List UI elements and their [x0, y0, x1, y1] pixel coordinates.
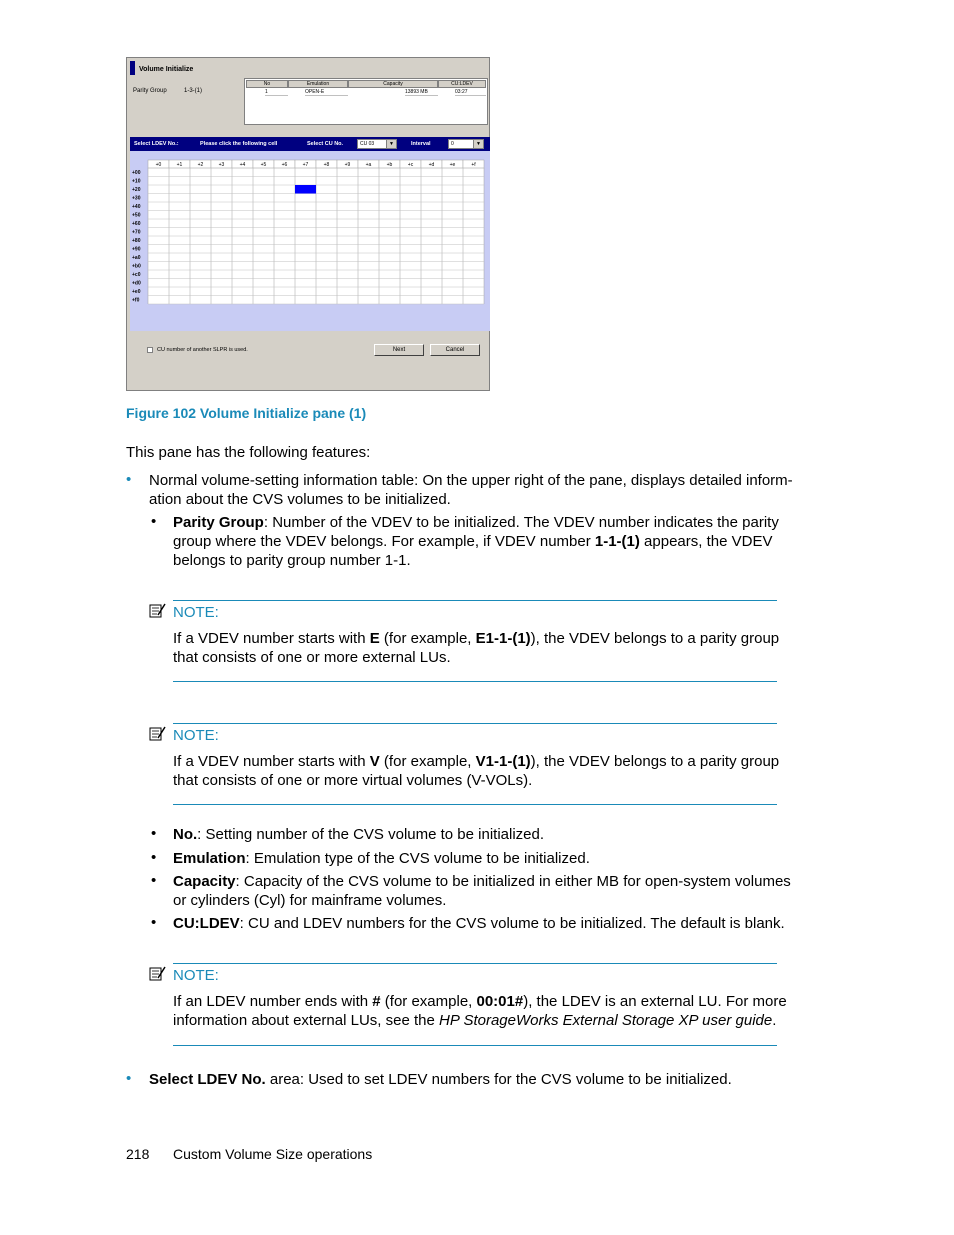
parity-group-label: Parity Group [133, 88, 167, 94]
note-rule-top [173, 723, 777, 724]
grid-row-header: +00 [132, 170, 141, 176]
select-ldev-label: Select LDEV No.: [134, 141, 179, 147]
grid-col-header: +1 [176, 162, 183, 168]
note2-line2: that consists of one or more virtual volumes (V-VOLs). [173, 772, 533, 789]
text: V [369, 753, 380, 770]
note-rule-bottom [173, 681, 777, 682]
note-label: NOTE: [173, 967, 219, 984]
bullet-marker: • [151, 914, 157, 931]
desc: : CU and LDEV numbers for the CVS volume to be initialized. The default is blank. [239, 915, 785, 932]
culdev-item [173, 914, 785, 933]
cu-select[interactable] [357, 139, 397, 149]
text: group where the VDEV belongs. For example, if VDEV number [173, 533, 595, 550]
text: (for example, [379, 753, 476, 770]
footer-section: Custom Volume Size operations [173, 1146, 373, 1162]
grid-col-header: +5 [260, 162, 267, 168]
text: ), the VDEV belongs to a parity group [530, 630, 780, 647]
note-rule-bottom [173, 1045, 777, 1046]
desc: : Setting number of the CVS volume to be initialized. [197, 826, 545, 843]
figure-caption: Figure 102 Volume Initialize pane (1) [126, 405, 367, 421]
text: E [369, 630, 380, 647]
table-cell-capacity: 13893 MB [405, 89, 438, 96]
text: ), the VDEV belongs to a parity group [530, 753, 780, 770]
chevron-down-icon[interactable]: ▼ [386, 140, 396, 148]
note-label: NOTE: [173, 727, 219, 744]
slpr-checkbox[interactable] [147, 347, 153, 353]
grid-row-header: +10 [132, 178, 141, 185]
window-title: Volume Initialize [139, 66, 194, 73]
text: 1-1-(1) [594, 533, 640, 550]
note-icon [149, 966, 166, 981]
desc: : Emulation type of the CVS volume to be initialized. [245, 850, 590, 867]
desc: area: Used to set LDEV numbers for the CVS volume to be initialized. [265, 1071, 732, 1088]
interval-label: Interval [411, 141, 431, 147]
grid-row-header: +f0 [132, 297, 140, 304]
capacity-item [173, 872, 791, 891]
grid-col-header: +3 [218, 162, 225, 168]
next-button[interactable]: Next [374, 344, 424, 356]
term: CU:LDEV [173, 915, 240, 932]
text: (for example, [380, 993, 477, 1010]
text: appears, the VDEV [639, 533, 773, 550]
note-icon [149, 603, 166, 618]
interval-select[interactable] [448, 139, 484, 149]
table-cell-emulation: OPEN-E [305, 89, 348, 96]
parity-group-line1 [173, 513, 779, 532]
note3-line1 [173, 992, 787, 1011]
volume-info-table [244, 78, 488, 125]
grid-col-header: +d [428, 162, 435, 168]
note2-line1 [173, 752, 779, 771]
text: # [372, 993, 381, 1010]
grid-col-header: +b [386, 162, 393, 168]
note-rule-top [173, 600, 777, 601]
grid-row-header: +d0 [132, 280, 141, 287]
cu-select-value: CU 03 [360, 141, 375, 147]
col-header-capacity: Capacity [348, 80, 438, 88]
grid-col-header: +7 [302, 162, 309, 168]
grid-col-header: +2 [197, 162, 204, 168]
text: (for example, [379, 630, 476, 647]
capacity-item-line2: or cylinders (Cyl) for mainframe volumes. [173, 892, 447, 909]
interval-select-value: 0 [451, 141, 454, 147]
grid-row-header: +90 [132, 246, 141, 253]
text: . [772, 1012, 777, 1029]
note3-line2 [173, 1011, 776, 1030]
slpr-checkbox-label: CU number of another SLPR is used. [157, 347, 248, 353]
ldev-grid[interactable] [130, 151, 490, 331]
bullet-marker: • [151, 825, 157, 842]
grid-col-header: +f [471, 162, 476, 168]
grid-col-header: +8 [323, 162, 330, 168]
text: E1-1-(1) [475, 630, 531, 647]
grid-col-header: +c [407, 162, 414, 168]
text: V1-1-(1) [475, 753, 531, 770]
grid-col-header: +6 [281, 162, 288, 168]
grid-row-header: +20 [132, 187, 141, 193]
grid-col-header: +9 [344, 162, 351, 168]
bullet1-line1: Normal volume-setting information table: On the upper right of the pane, displays detailed inform- [149, 472, 793, 489]
grid-row-header: +70 [132, 229, 141, 236]
text: ), the LDEV is an external LU. For more [523, 993, 787, 1010]
col-header-culdev: CU:LDEV [438, 80, 486, 88]
window-icon [130, 61, 135, 75]
desc: : Capacity of the CVS volume to be initialized in either MB for open-system volumes [235, 873, 791, 890]
text: information about external LUs, see the [173, 1012, 439, 1029]
bottom-controls [147, 346, 477, 360]
grid-row-header: +b0 [132, 263, 141, 270]
bullet-marker: • [151, 849, 157, 866]
grid-col-header: +e [449, 162, 456, 168]
select-ldev-bar [130, 137, 490, 151]
text: If an LDEV number ends with [173, 993, 373, 1010]
parity-group-line2 [173, 532, 772, 551]
note1-line2: that consists of one or more external LUs. [173, 649, 451, 666]
grid-row-header: +a0 [132, 255, 141, 261]
grid-row-header: +e0 [132, 289, 141, 295]
table-cell-culdev: 03:27 [455, 89, 486, 96]
bullet1-line2: ation about the CVS volumes to be initialized. [149, 491, 451, 508]
col-header-emulation: Emulation [288, 80, 348, 88]
desc: : Number of the VDEV to be initialized. The VDEV number indicates the parity [263, 514, 779, 531]
note1-line1 [173, 629, 779, 648]
emulation-item [173, 849, 590, 868]
select-cu-label: Select CU No. [307, 141, 344, 147]
ldev-grid-area [130, 151, 490, 331]
chevron-down-icon[interactable]: ▼ [473, 140, 483, 148]
note-rule-bottom [173, 804, 777, 805]
note-rule-top [173, 963, 777, 964]
term: No. [173, 826, 198, 843]
note-icon [149, 726, 166, 741]
text: If a VDEV number starts with [173, 630, 370, 647]
bullet-marker: • [126, 1070, 132, 1087]
text: If a VDEV number starts with [173, 753, 370, 770]
bullet-marker: • [151, 872, 157, 889]
bullet2 [149, 1070, 732, 1089]
term: Capacity [173, 873, 236, 890]
parity-group-line3: belongs to parity group number 1-1. [173, 552, 411, 569]
table-cell-no: 1 [265, 89, 288, 96]
grid-row-header: +40 [132, 204, 141, 210]
term: Emulation [173, 850, 246, 867]
term: Select LDEV No. [149, 1071, 266, 1088]
col-header-no: No [246, 80, 288, 88]
click-hint: Please click the following cell [200, 141, 278, 147]
bullet-marker: • [126, 471, 132, 488]
intro-text: This pane has the following features: [126, 444, 371, 461]
grid-row-header: +60 [132, 221, 141, 227]
grid-col-header: +0 [155, 162, 162, 168]
text: 00:01# [476, 993, 524, 1010]
cancel-button[interactable]: Cancel [430, 344, 480, 356]
grid-row-header: +80 [132, 238, 141, 244]
note-label: NOTE: [173, 604, 219, 621]
grid-selected-cell[interactable] [295, 185, 316, 194]
grid-row-header: +30 [132, 195, 141, 202]
bullet-marker: • [151, 513, 157, 530]
grid-col-header: +4 [239, 162, 246, 168]
grid-col-header: +a [365, 162, 372, 168]
volume-initialize-screenshot [126, 57, 490, 391]
term: Parity Group [173, 514, 264, 531]
parity-group-value: 1-3-(1) [184, 88, 203, 94]
no-item [173, 825, 544, 844]
grid-row-header: +c0 [132, 272, 141, 278]
grid-row-header: +50 [132, 212, 141, 219]
page-number: 218 [126, 1146, 150, 1162]
guide-reference: HP StorageWorks External Storage XP user guide [439, 1012, 773, 1029]
